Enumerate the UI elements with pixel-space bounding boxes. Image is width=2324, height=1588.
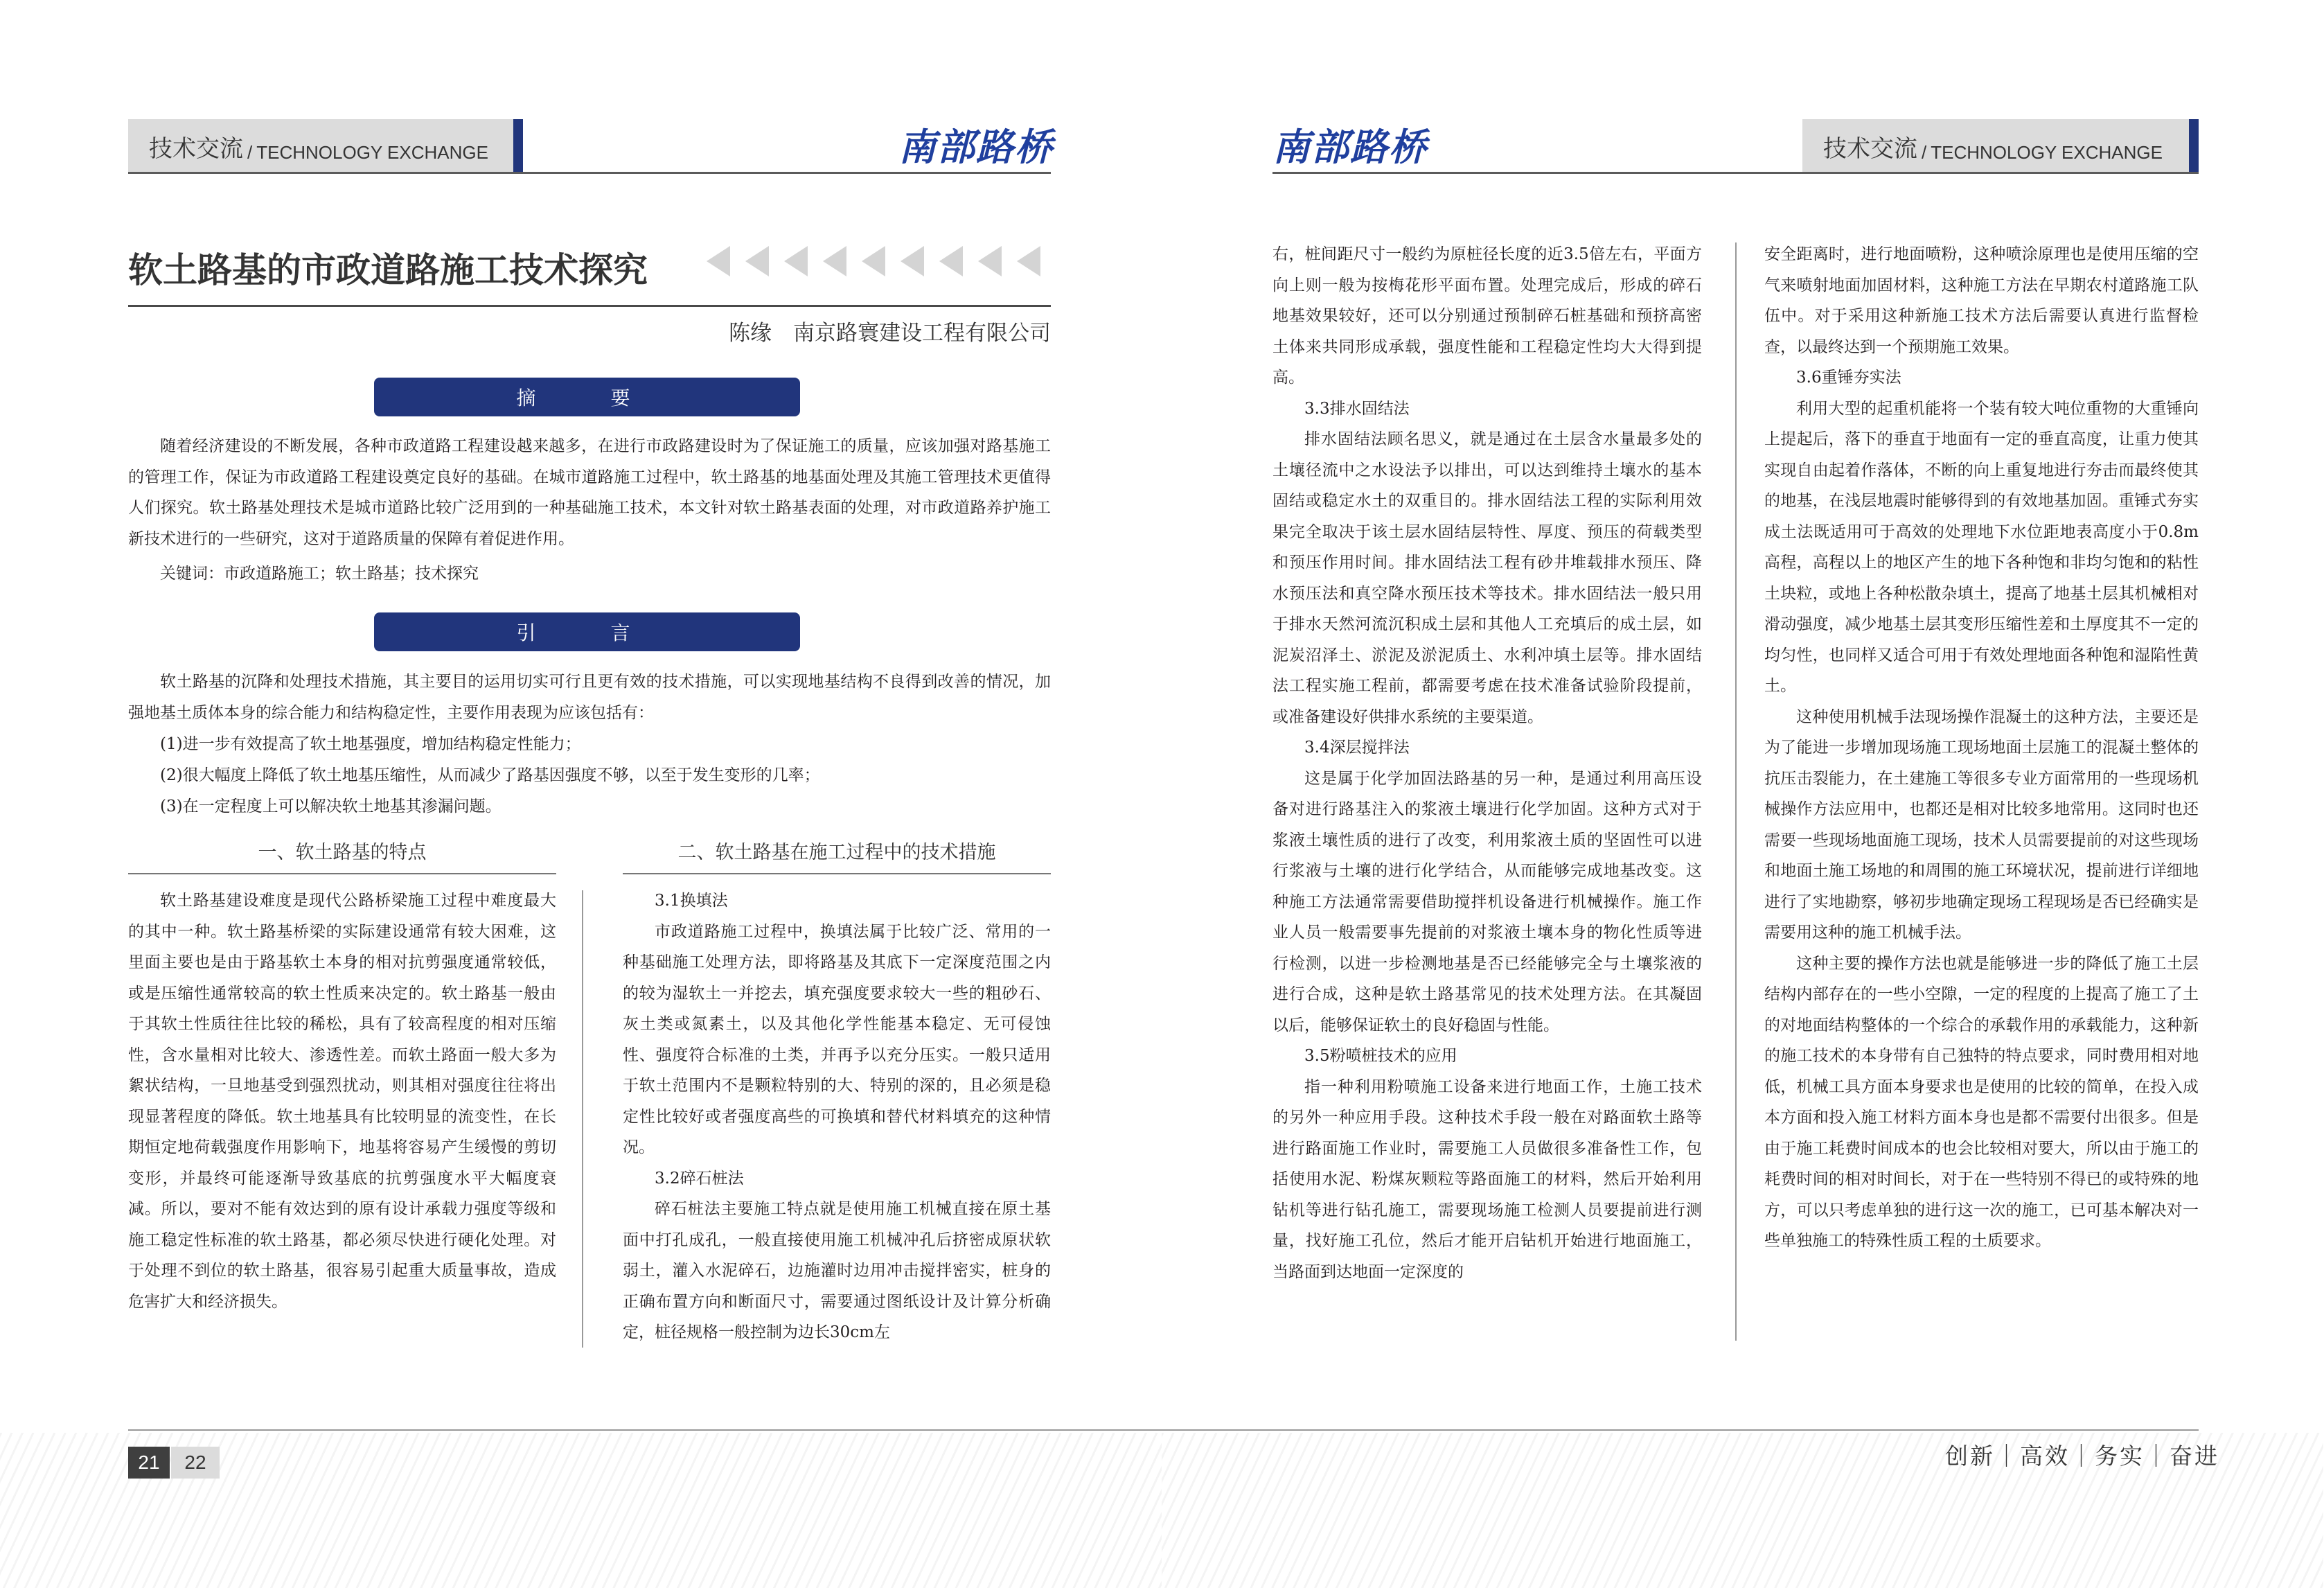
column-paragraph: 右，桩间距尺寸一般约为原桩径长度的近3.5倍左右，平面方向上则一般为按梅花形平面布置。处理完成后，形成的碎石地基效果较好，还可以分别通过预制碎石桩基础和预挤高密土体来共同形成承载，强度性能和工程稳定性均大大得到提高。 [1272,245,1702,387]
intro-item: (2)很大幅度上降低了软土地基压缩性，从而减少了路基因强度不够，以至于发生变形的几率； [160,766,820,784]
arrow-icon [939,246,963,276]
footer-rule [1162,1429,2199,1431]
column-paragraph: 碎石桩法主要施工特点就是使用施工机械直接在原土基面中打孔成孔，一般直接使用施工机械冲孔后挤密成原状软弱土，灌入水泥碎石，边施灌时边用冲击搅拌密实，桩身的正确布置方向和断面尺寸，需要通过图纸设计及计算分析确定，桩径规格一般控制为边长30cm左 [623,1200,1051,1341]
title-rule [128,305,1051,307]
column-paragraph: 3.5粉喷桩技术的应用 [1304,1047,1457,1065]
column-paragraph: 3.3排水固结法 [1304,399,1410,418]
arrow-icon [745,246,769,276]
column-paragraph: 3.4深层搅拌法 [1304,739,1410,757]
column-paragraph: 排水固结法顾名思义，就是通过在土层含水量最多处的土壤径流中之水设法予以排出，可以达到维持土壤水的基本固结或稳定水土的双重目的。排水固结法工程的实际利用效果完全取决于该土层水固结层特性、厚度、预压的荷载类型和预压作用时间。排水固结法工程有砂井堆载排水预压、降水预压法和真空降水预压技术等技术。排水固结法一般只用于排水天然河流沉积成土层和其他人工充填后的成土层，如泥炭沼泽土、淤泥及淤泥质土、水利冲填土层等。排水固结法工程实施工程前，都需要考虑在技术准备试验阶段提前，或准备建设好供排水系统的主要渠道。 [1272,430,1702,726]
arrow-icon [978,246,1002,276]
column-paragraph: 市政道路施工过程中，换填法属于比较广泛、常用的一种基础施工处理方法，即将路基及其底下一定深度范围之内的较为湿软土一并挖去，填充强度要求较大一些的粗砂石、灰土类或氮素土，以及其他化学性能基本稳定、无可侵蚀性、强度符合标准的土类，并再予以充分压实。一般只适用于软土范围内不是颗粒特别的大、特别的深的，且必须是稳定性比较好或者强度高些的可换填和替代材料填充的这种情况。 [623,922,1051,1156]
column-paragraph: 3.1换填法 [655,892,728,910]
section-cn: 技术交流 [149,135,243,163]
column-4-text [1764,239,2199,1257]
section-sep: / [1922,142,1927,163]
column-paragraph: 这是属于化学加固法路基的另一种，是通过利用高压设备对进行路基注入的浆液土壤进行化学加固。这种方式对于浆液土壤性质的进行了改变，利用浆液土质的坚固性可以进行浆液与土壤的进行化学结合，从而能够完成地基改变。这种施工方法通常需要借助搅拌机设备进行机械操作。施工作业人员一般需要事先提前的对浆液土壤本身的物化性质等进行检测，以进一步检测地基是否已经能够完全与土壤浆液的进行合成，这种是软土路基常见的技术处理方法。在其凝固以后，能够保证软土的良好稳固与性能。 [1272,769,1702,1034]
section-1-rule [128,873,556,874]
section-tab [128,119,523,172]
section-en: TECHNOLOGY EXCHANGE [256,142,488,163]
column-paragraph: 3.2碎石桩法 [655,1169,744,1188]
header-rule [128,172,1051,174]
column-divider [1735,242,1737,1341]
section-cn: 技术交流 [1823,135,1917,163]
arrow-icon [1017,246,1040,276]
column-paragraph: 3.6重锤夯实法 [1796,369,1901,387]
arrow-icon [823,246,846,276]
column-2-text [623,885,1051,1348]
section-en: TECHNOLOGY EXCHANGE [1931,142,2163,163]
intro-item: (1)进一步有效提高了软土地基强度，增加结构稳定性能力； [160,735,581,753]
column-paragraph: 利用大型的起重机能将一个装有较大吨位重物的大重锤向上提起后，落下的垂直于地面有一定的垂直高度，让重力使其实现自由起着作落体，不断的向上重复地进行夯击而最终使其的地基，在浅层地震时能够得到的有效地基加固。重锤式夯实成土法既适用可于高效的处理地下水位距地表高度小于0.8m高程，高程以上的地区产生的地下各种饱和非均匀饱和的粘性土块粒，或地上各种松散杂填土，提高了地基土层其机械相对滑动强度，减少地基土层其变形压缩性差和土厚度其不一定的均匀性，也同样又适合可用于有效处理地面各种饱和湿陷性黄土。 [1764,399,2199,695]
column-divider [582,890,583,1348]
intro-label: 引 言 [374,612,800,651]
column-paragraph: 这种使用机械手法现场操作混凝土的这种方法，主要还是为了能进一步增加现场施工现场地面土层施工的混凝土整体的抗压击裂能力，在土建施工等很多专业方面常用的一些现场机械操作方法应用中，也都还是相对比较多地常用。这同时也还需要一些现场地面施工现场，技术人员需要提前的对这些现场和地面土施工场地的和周围的施工环境状况，提前进行详细地进行了实地勘察，够初步地确定现场工程现场是否已经确实是需要用这种的施工机械手法。 [1764,707,2199,942]
footer-motto: 创新｜高效｜务实｜奋进 [1945,1443,2219,1470]
section-1-title: 一、软土路基的特点 [258,842,427,863]
footer-rule [128,1429,1162,1431]
section-sep: / [247,142,253,163]
keywords: 关键词：市政道路施工；软土路基；技术探究 [160,565,479,583]
section-tab [1802,119,2199,172]
column-3-text [1272,239,1702,1287]
column-1-text: 软土路基建设难度是现代公路桥梁施工过程中难度最大的其中一种。软土路基桥梁的实际建设通常有较大困难，这里面主要也是由于路基软土本身的相对抗剪强度通常较低，或是压缩性通常较高的软土性质来决定的。软土路基一般由于其软土性质往往比较的稀松，具有了较高程度的相对压缩性，含水量相对比较大、渗透性差。而软土路面一般大多为絮状结构，一旦地基受到强烈扰动，则其相对强度往往将出现显著程度的降低。软土地基具有比较明显的流变性，在长期恒定地荷载强度作用影响下，地基将容易产生缓慢的剪切变形，并最终可能逐渐导致基底的抗剪强度水平大幅度衰减。所以，要对不能有效达到的原有设计承载力强度等级和施工稳定性标准的软土路基，都必须尽快进行硬化处理。对于处理不到位的软土路基，很容易引起重大质量事故，造成危害扩大和经济损失。 [128,892,556,1311]
column-paragraph: 这种主要的操作方法也就是能够进一步的降低了施工土层结构内部存在的一些小空隙，一定的程度的上提高了施工了土的对地面结构整体的一个综合的承载作用的承载能力，这种新的施工技术的本身带有自己独特的特点要求，同时费用相对地低，机械工具方面本身要求也是使用的比较的简单，在投入成本方面和投入施工材料方面本身也是都不需要付出很多。但是由于施工耗费时间成本的也会比较相对要大，所以由于施工的耗费时间的相对时间长，对于在一些特别不得已的或特殊的地方，可以只考虑单独的进行这一次的施工，已可基本解决对一些单独施工的特殊性质工程的土质要求。 [1764,954,2199,1250]
header-rule [1272,172,2199,174]
arrow-icon [784,246,808,276]
page-number-right: 22 [171,1447,220,1479]
title-arrows-decoration [707,246,1040,276]
section-2-title: 二、软土路基在施工过程中的技术措施 [677,842,996,863]
arrow-icon [862,246,885,276]
page-number-left: 21 [128,1447,170,1479]
right-page [1162,0,2323,1588]
intro-text: 软土路基的沉降和处理技术措施，其主要目的运用切实可行且更有效的技术措施，可以实现地基结构不良得到改善的情况，加强地基土质体本身的综合能力和结构稳定性，主要作用表现为应该包括有： [128,673,1051,722]
brand-logo: 南部路桥 [1272,125,1428,169]
section-2-rule [623,873,1051,874]
abstract-label: 摘 要 [374,378,800,416]
arrow-icon [707,246,730,276]
column-paragraph: 指一种利用粉喷施工设备来进行地面工作，土施工技术的另外一种应用手段。这种技术手段一般在对路面软土路等进行路面施工作业时，需要施工人员做很多准备性工作，包括使用水泥、粉煤灰颗粒等路面施工的材料，然后开始利用钻机等进行钻孔施工，需要现场施工检测人员要提前进行测量，找好施工孔位，然后才能开启钻机开始进行地面施工，当路面到达地面一定深度的 [1272,1077,1702,1281]
intro-item: (3)在一定程度上可以解决软土地基其渗漏问题。 [160,797,502,815]
brand-logo: 南部路桥 [898,125,1054,169]
author-line: 陈缘 南京路寰建设工程有限公司 [729,321,1051,346]
arrow-icon [901,246,924,276]
column-paragraph: 安全距离时，进行地面喷粉，这种喷涂原理也是使用压缩的空气来喷射地面加固材料，这种施工方法在早期农村道路施工队伍中。对于采用这种新施工技术方法后需要认真进行监督检查，以最终达到一个预期施工效果。 [1764,245,2199,356]
abstract-text: 随着经济建设的不断发展，各种市政道路工程建设越来越多，在进行市政路建设时为了保证施工的质量，应该加强对路基施工的管理工作，保证为市政道路工程建设奠定良好的基础。在城市道路施工过程中，软土路基的地基面处理及其施工管理技术更值得人们探究。软土路基处理技术是城市道路比较广泛用到的一种基础施工技术，本文针对软土路基表面的处理，对市政道路养护施工新技术进行的一些研究，这对于道路质量的保障有着促进作用。 [128,437,1051,548]
article-title: 软土路基的市政道路施工技术探究 [128,250,648,290]
